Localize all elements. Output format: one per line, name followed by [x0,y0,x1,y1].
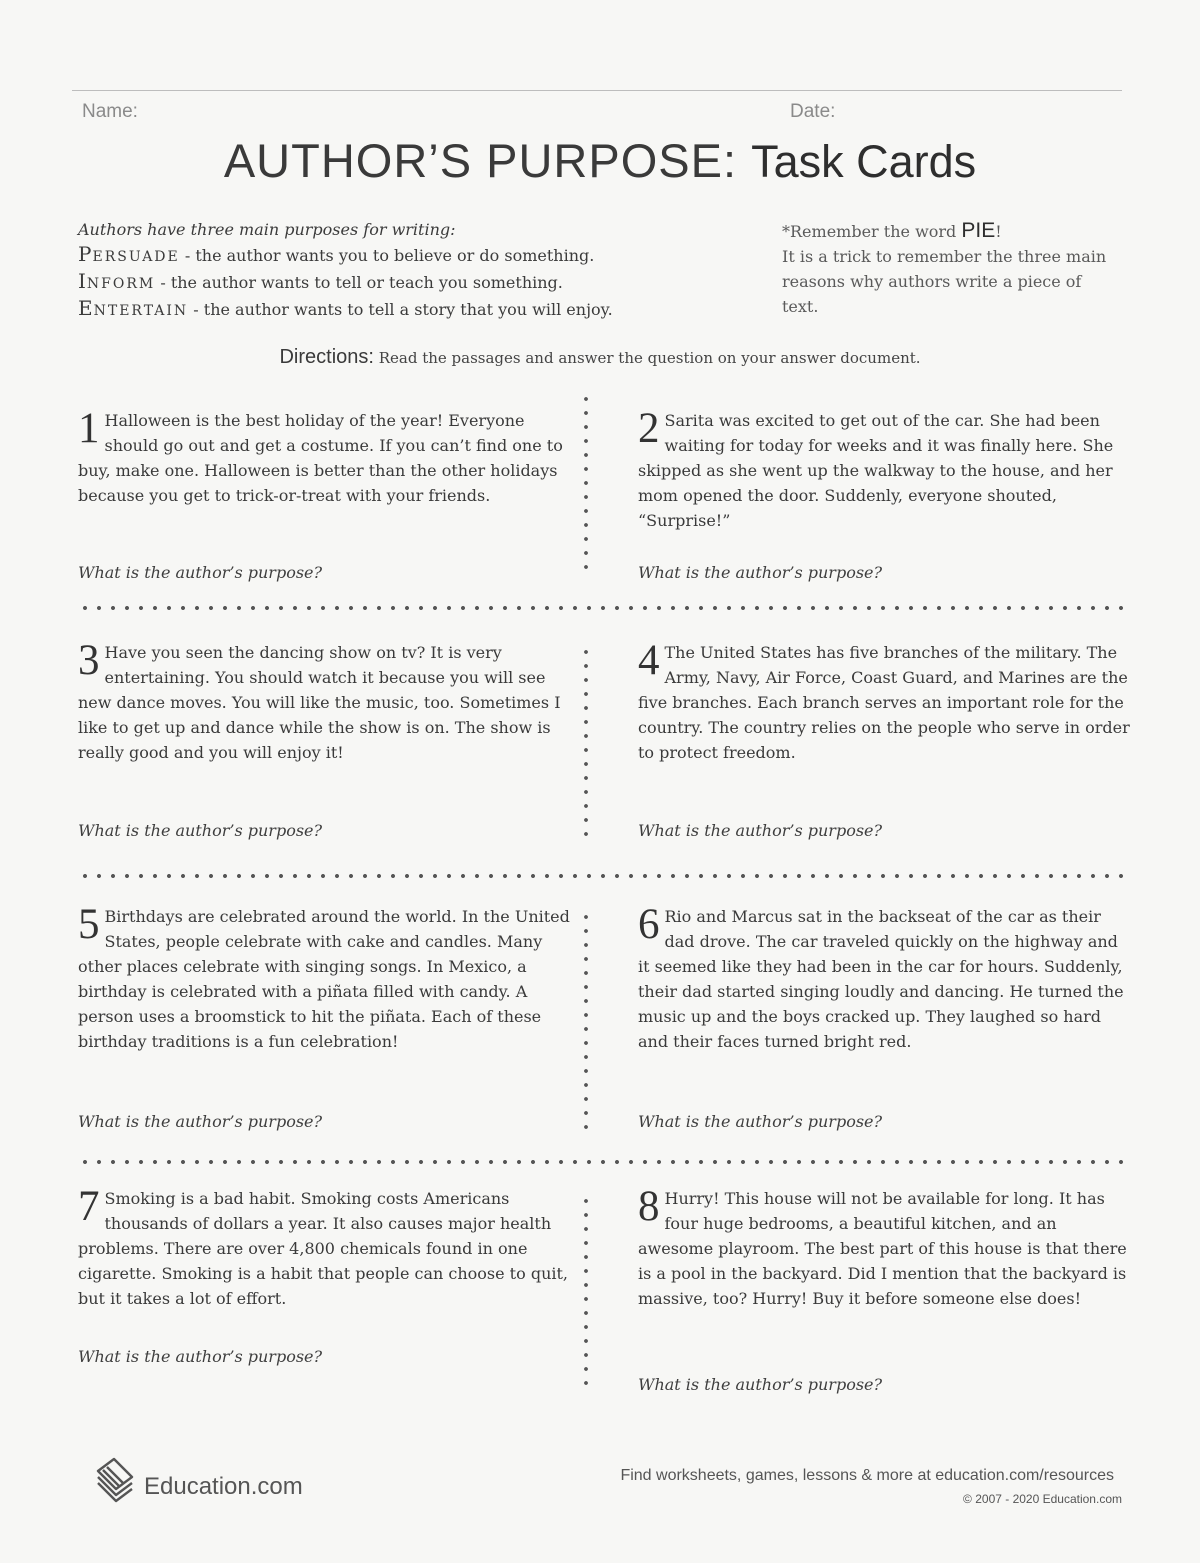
vertical-divider [583,392,589,577]
card-number: 4 [638,637,660,684]
vertical-divider [583,645,589,845]
card-passage: Have you seen the dancing show on tv? It is very entertaining. You should watch it because you will see new dance moves. You will like the music, too. Sometimes I like to get up and dance while the show is on. The show is really good and you will enjoy it! [78,643,561,762]
title-sub: Task Cards [751,136,977,187]
date-label: Date: [790,101,836,122]
card-number: 5 [78,901,100,948]
name-label: Name: [82,101,138,122]
vertical-divider [583,910,589,1135]
card-question: What is the author’s purpose? [638,1112,883,1131]
pie-before: *Remember the word [782,222,962,241]
card-question: What is the author’s purpose? [638,821,883,840]
purpose-word: ERSUADE [92,249,180,265]
task-card-4 [638,637,1133,850]
books-logo-icon [92,1455,140,1503]
card-passage: Hurry! This house will not be available for long. It has four huge bedrooms, a beautiful kitchen, and an awesome playroom. The best part of this house is that there is a pool in the backyard. Did I mention that the backyard is massive, too? Hurry! Buy it before someone else does! [638,1189,1127,1308]
purpose-inform [78,269,738,296]
card-question: What is the author’s purpose? [78,563,323,582]
pie-word: PIE [961,219,996,242]
purpose-desc: - the author wants to tell or teach you something. [155,273,563,292]
education-logo[interactable] [92,1455,322,1505]
logo-text: Education.com [144,1473,303,1500]
purposes-intro [78,218,738,323]
horizontal-divider [78,605,1132,611]
card-number: 3 [78,637,100,684]
task-card-8 [638,1183,1133,1406]
card-number: 7 [78,1183,100,1230]
purpose-entertain [78,296,738,323]
card-passage: Sarita was excited to get out of the car. She had been waiting for today for weeks and it was finally here. She skipped as she went up the walkway to the house, and her mom opened the door. Suddenly, everyone shouted, “Surprise!” [638,411,1114,530]
card-number: 8 [638,1183,660,1230]
purpose-desc: - the author wants to tell a story that you will enjoy. [188,300,613,319]
card-number: 6 [638,901,660,948]
task-card-7 [78,1183,573,1386]
directions-label: Directions: [279,346,374,368]
title-main: AUTHOR’S PURPOSE: [223,134,738,187]
horizontal-divider [78,873,1132,879]
task-card-2 [638,405,1133,588]
purpose-cap: E [78,296,94,320]
card-question: What is the author’s purpose? [638,563,883,582]
intro-lead: Authors have three main purposes for writing: [78,220,456,239]
pie-heading [782,218,1122,244]
task-card-3 [78,637,573,850]
card-passage: Rio and Marcus sat in the backseat of the car as their dad drove. The car traveled quickly on the highway and it seemed like they had been in the car for hours. Suddenly, their dad started singing loudly and dancing. He turned the music up and the boys cracked up. They laughed so hard and their faces turned bright red. [638,907,1124,1051]
card-number: 1 [78,405,100,452]
pie-after: ! [995,222,1002,241]
task-card-1 [78,405,573,588]
card-passage: The United States has five branches of the military. The Army, Navy, Air Force, Coast Guard, and Marines are the five branches. Each branch serves an important role for the country. The country relies on the people who serve in order to protect freedom. [638,643,1130,762]
card-passage: Birthdays are celebrated around the world. In the United States, people celebrate with cake and candles. Many other places celebrate with singing songs. In Mexico, a birthday is celebrated with a piñata filled with candy. A person uses a broomstick to hit the piñata. Each of these birthday traditions is a fun celebration! [78,907,570,1051]
purpose-word: NFORM [86,276,156,292]
vertical-divider [583,1194,589,1394]
horizontal-divider [78,1159,1132,1165]
task-card-6 [638,901,1133,1134]
footer-tagline: Find worksheets, games, lessons & more at education.com/resources [620,1467,1114,1484]
task-card-5 [78,901,573,1134]
directions-text: Read the passages and answer the question on your answer document. [373,349,921,367]
card-question: What is the author’s purpose? [638,1375,883,1394]
card-question: What is the author’s purpose? [78,1347,323,1366]
purpose-word: NTERTAIN [93,303,189,319]
card-passage: Smoking is a bad habit. Smoking costs Americans thousands of dollars a year. It also causes major health problems. There are over 4,800 chemicals found in one cigarette. Smoking is a habit that people can choose to quit, but it takes a lot of effort. [78,1189,569,1308]
footer-copyright: © 2007 - 2020 Education.com [963,1492,1122,1506]
purpose-cap: I [78,269,87,293]
page-title [0,133,1200,188]
card-question: What is the author’s purpose? [78,821,323,840]
card-number: 2 [638,405,660,452]
card-question: What is the author’s purpose? [78,1112,323,1131]
pie-reminder [782,218,1122,319]
purpose-cap: P [78,242,93,266]
card-passage: Halloween is the best holiday of the year! Everyone should go out and get a costume. If you can’t find one to buy, make one. Halloween is better than the other holidays because you get to trick-or-treat with your friends. [78,411,563,505]
purpose-desc: - the author wants you to believe or do something. [179,246,595,265]
purpose-persuade [78,242,738,269]
directions [0,346,1200,369]
top-rule [72,90,1122,91]
pie-body: It is a trick to remember the three main reasons why authors write a piece of text. [782,247,1107,316]
